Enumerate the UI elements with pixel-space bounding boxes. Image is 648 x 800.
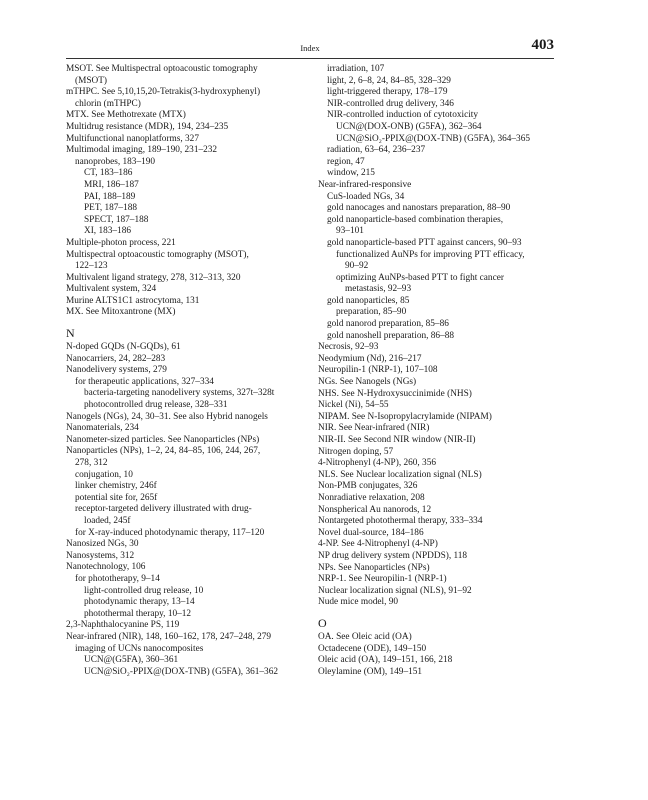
- index-subentry: light-triggered therapy, 178–179: [327, 87, 448, 98]
- index-subentry: gold nanoparticle-based combination therapies,: [327, 214, 504, 225]
- index-subentry: nanoprobes, 183–190: [75, 156, 156, 167]
- index-column-right: [318, 64, 554, 678]
- index-entry: Nonspherical Au nanorods, 12: [318, 504, 432, 515]
- section-letter: O: [318, 615, 327, 630]
- header-rule: [66, 58, 554, 59]
- index-entry: NP drug delivery system (NPDDS), 118: [318, 550, 468, 561]
- index-entry: Multivalent ligand strategy, 278, 312–313, 320: [66, 272, 241, 283]
- index-subentry: metastasis, 92–93: [345, 284, 412, 295]
- index-subentry: region, 47: [327, 156, 365, 167]
- index-entry: NGs. See Nanogels (NGs): [318, 377, 417, 388]
- index-subentry: UCN@SiO₂-PPIX@(DOX-TNB) (G5FA), 361–362: [84, 666, 278, 677]
- index-subentry: window, 215: [327, 168, 375, 179]
- index-subentry: photothermal therapy, 10–12: [84, 608, 192, 619]
- index-entry: Nanodelivery systems, 279: [66, 365, 167, 376]
- index-subentry: for phototherapy, 9–14: [75, 573, 160, 584]
- index-entry: Multispectral optoacoustic tomography (MSOT),: [66, 249, 249, 260]
- index-entry: Nanosystems, 312: [66, 550, 135, 561]
- index-entry: Near-infrared-responsive: [318, 179, 412, 190]
- index-subentry: photocontrolled drug release, 328–331: [84, 400, 228, 411]
- index-subentry: UCN@(G5FA), 360–361: [84, 655, 179, 666]
- index-entry: Multiple-photon process, 221: [66, 237, 176, 248]
- index-subentry: 122–123: [75, 261, 108, 272]
- index-subentry: gold nanoparticles, 85: [327, 295, 410, 306]
- index-subentry: gold nanoshell preparation, 86–88: [327, 330, 455, 341]
- index-entry: mTHPC. See 5,10,15,20-Tetrakis(3-hydroxyphenyl): [66, 87, 261, 98]
- index-entry: Nontargeted photothermal therapy, 333–334: [318, 516, 483, 527]
- index-entry: Multivalent system, 324: [66, 284, 157, 295]
- index-entry: NIPAM. See N-Isopropylacrylamide (NIPAM): [318, 411, 492, 422]
- index-subentry: UCN@SiO₂-PPIX@(DOX-TNB) (G5FA), 364–365: [336, 133, 530, 144]
- index-subentry: functionalized AuNPs for improving PTT efficacy,: [336, 249, 525, 260]
- index-entry: NPs. See Nanoparticles (NPs): [318, 562, 430, 573]
- index-subentry: potential site for, 265f: [75, 492, 158, 503]
- index-entry: 4-NP. See 4-Nitrophenyl (4-NP): [318, 539, 438, 550]
- index-entry: Nanocarriers, 24, 282–283: [66, 353, 166, 364]
- index-entry: Octadecene (ODE), 149–150: [318, 643, 427, 654]
- index-entry: Nanomaterials, 234: [66, 423, 139, 434]
- index-subentry: UCN@(DOX-ONB) (G5FA), 362–364: [336, 121, 482, 132]
- index-subentry: chlorin (mTHPC): [75, 98, 141, 109]
- index-entry: Neodymium (Nd), 216–217: [318, 353, 422, 364]
- index-subentry: conjugation, 10: [75, 469, 133, 480]
- index-subentry: for therapeutic applications, 327–334: [75, 376, 214, 387]
- index-entry: Murine ALTS1C1 astrocytoma, 131: [66, 295, 200, 306]
- running-header: [66, 37, 554, 57]
- index-subentry: loaded, 245f: [84, 515, 131, 526]
- index-subentry: preparation, 85–90: [336, 307, 407, 318]
- index-entry: Nonradiative relaxation, 208: [318, 492, 425, 503]
- index-entry: Nickel (Ni), 54–55: [318, 400, 389, 411]
- index-column-left: [66, 64, 298, 678]
- index-subentry: MRI, 186–187: [84, 179, 139, 190]
- index-entry: Nanoparticles (NPs), 1–2, 24, 84–85, 106, 244, 267,: [66, 446, 261, 457]
- section-letter: N: [66, 326, 75, 341]
- index-subentry: radiation, 63–64, 236–237: [327, 145, 426, 156]
- index-subentry: 278, 312: [75, 458, 108, 468]
- index-entry: Novel dual-source, 184–186: [318, 527, 424, 538]
- index-subentry: NIR-controlled drug delivery, 346: [327, 98, 454, 109]
- index-entry: Nanotechnology, 106: [66, 562, 146, 573]
- index-subentry: linker chemistry, 246f: [75, 481, 157, 492]
- index-entry: Neuropilin-1 (NRP-1), 107–108: [318, 365, 438, 376]
- index-subentry: light-controlled drug release, 10: [84, 585, 204, 596]
- index-entry: NIR. See Near-infrared (NIR): [318, 423, 430, 434]
- index-subentry: PAI, 188–189: [84, 191, 136, 202]
- running-title: Index: [300, 43, 320, 53]
- index-entry: NRP-1. See Neuropilin-1 (NRP-1): [318, 574, 447, 585]
- index-subentry: optimizing AuNPs-based PTT to fight cancer: [336, 272, 504, 283]
- index-entry: Multimodal imaging, 189–190, 231–232: [66, 145, 218, 156]
- index-subentry: gold nanoparticle-based PTT against cancers, 90–93: [327, 237, 522, 248]
- page-number: 403: [531, 37, 554, 53]
- index-entry: 4-Nitrophenyl (4-NP), 260, 356: [318, 458, 437, 469]
- index-entry: OA. See Oleic acid (OA): [318, 631, 412, 642]
- index-entry: Nude mice model, 90: [318, 597, 399, 608]
- index-entry: N-doped GQDs (N-GQDs), 61: [66, 342, 181, 353]
- index-subentry: photodynamic therapy, 13–14: [84, 597, 195, 608]
- index-entry: MX. See Mitoxantrone (MX): [66, 307, 176, 318]
- index-entry: Oleic acid (OA), 149–151, 166, 218: [318, 655, 453, 666]
- index-entry: Nanosized NGs, 30: [66, 539, 139, 550]
- index-subentry: gold nanorod preparation, 85–86: [327, 319, 449, 330]
- index-entry: MTX. See Methotrexate (MTX): [66, 110, 186, 121]
- index-subentry: NIR-controlled induction of cytotoxicity: [327, 110, 479, 121]
- index-entry: NLS. See Nuclear localization signal (NLS): [318, 469, 482, 480]
- index-subentry: (MSOT): [75, 75, 108, 86]
- index-entry: Necrosis, 92–93: [318, 342, 379, 353]
- index-entry: NHS. See N-Hydroxysuccinimide (NHS): [318, 388, 472, 399]
- index-entry: MSOT. See Multispectral optoacoustic tomography: [66, 64, 258, 74]
- index-subentry: XI, 183–186: [84, 226, 131, 237]
- index-subentry: 93–101: [336, 226, 364, 237]
- index-subentry: CuS-loaded NGs, 34: [327, 191, 405, 202]
- index-entry: Nuclear localization signal (NLS), 91–92: [318, 585, 472, 596]
- index-entry: Nitrogen doping, 57: [318, 446, 394, 457]
- index-subentry: for X-ray-induced photodynamic therapy, 117–120: [75, 527, 265, 538]
- index-entry: Near-infrared (NIR), 148, 160–162, 178, 247–248, 279: [66, 631, 272, 642]
- index-entry: Multifunctional nanoplatforms, 327: [66, 133, 199, 144]
- index-entry: Nanometer-sized particles. See Nanoparticles (NPs): [66, 434, 260, 445]
- index-entry: Multidrug resistance (MDR), 194, 234–235: [66, 121, 229, 132]
- index-subentry: bacteria-targeting nanodelivery systems, 327t–328t: [84, 388, 275, 399]
- index-entry: Oleylamine (OM), 149–151: [318, 666, 423, 677]
- index-subentry: light, 2, 6–8, 24, 84–85, 328–329: [327, 75, 451, 86]
- index-subentry: irradiation, 107: [327, 64, 385, 74]
- index-entry: Non-PMB conjugates, 326: [318, 481, 418, 492]
- index-subentry: 90–92: [345, 261, 369, 272]
- index-subentry: receptor-targeted delivery illustrated with drug-: [75, 504, 252, 515]
- index-subentry: PET, 187–188: [84, 203, 138, 214]
- index-subentry: gold nanocages and nanostars preparation, 88–90: [327, 203, 511, 214]
- index-subentry: imaging of UCNs nanocomposites: [75, 643, 204, 654]
- index-subentry: CT, 183–186: [84, 168, 133, 179]
- index-entry: NIR-II. See Second NIR window (NIR-II): [318, 435, 476, 445]
- index-entry: 2,3-Naphthalocyanine PS, 119: [66, 620, 180, 631]
- index-entry: Nanogels (NGs), 24, 30–31. See also Hybrid nanogels: [66, 411, 268, 422]
- index-subentry: SPECT, 187–188: [84, 214, 149, 225]
